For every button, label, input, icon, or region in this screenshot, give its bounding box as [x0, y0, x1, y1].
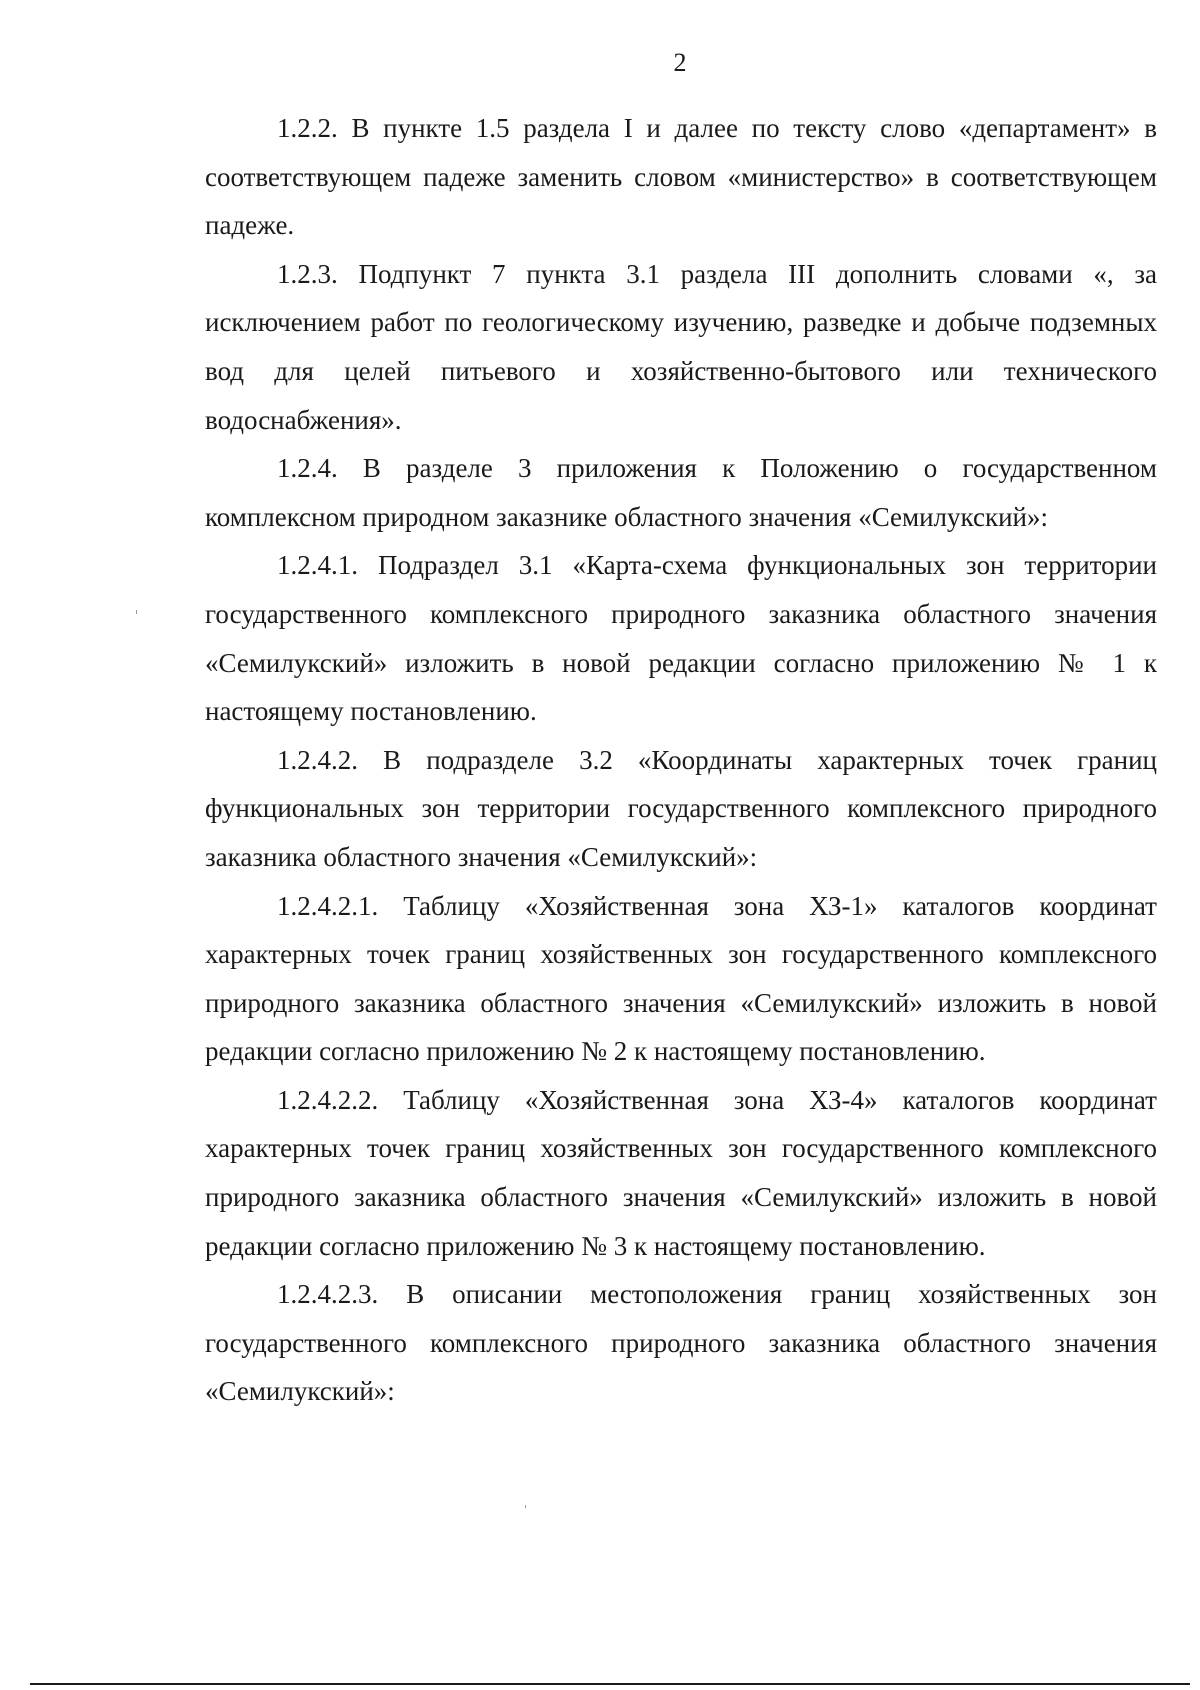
paragraph-1-2-3: 1.2.3. Подпункт 7 пункта 3.1 раздела III дополнить словами «, за исключением работ по геологическому изучению, разведке и добыче подземных вод для целей питьевого и хозяйственно-бытового или технического водоснабжения».	[205, 258, 1157, 435]
paragraph-1-2-4-2: 1.2.4.2. В подразделе 3.2 «Координаты характерных точек границ функциональных зон территории государственного комплексного природного заказника областного значения «Семилукский»:	[205, 744, 1157, 872]
paragraph-1-2-2: 1.2.2. В пункте 1.5 раздела I и далее по тексту слово «департамент» в соответствующем падеже заменить словом «министерство» в соответствующем падеже.	[205, 113, 1157, 241]
paragraph-1-2-4-2-2: 1.2.4.2.2. Таблицу «Хозяйственная зона ХЗ-4» каталогов координат характерных точек границ хозяйственных зон государственного комплексного природного заказника областного значения «Семилукский» изложить в новой редакции согласно приложению № 3 к настоящему постановлению.	[205, 1084, 1157, 1261]
scan-edge-line	[30, 1683, 1190, 1685]
paragraph-1-2-4-2-3: 1.2.4.2.3. В описании местоположения границ хозяйственных зон государственного комплексного природного заказника областного значения «Семилукский»:	[205, 1279, 1157, 1407]
scan-speck-left	[136, 610, 137, 614]
scan-speck-bottom	[525, 1505, 526, 1508]
document-body	[205, 104, 1157, 1416]
paragraph-1-2-4-1: 1.2.4.1. Подраздел 3.1 «Карта-схема функциональных зон территории государственного комплексного природного заказника областного значения «Семилукский» изложить в новой редакции согласно приложению № 1 к настоящему постановлению.	[205, 550, 1157, 727]
paragraph-1-2-4: 1.2.4. В разделе 3 приложения к Положению о государственном комплексном природном заказнике областного значения «Семилукский»:	[205, 453, 1157, 532]
page-number: 2	[673, 48, 687, 77]
paragraph-1-2-4-2-1: 1.2.4.2.1. Таблицу «Хозяйственная зона ХЗ-1» каталогов координат характерных точек границ хозяйственных зон государственного комплексного природного заказника областного значения «Семилукский» изложить в новой редакции согласно приложению № 2 к настоящему постановлению.	[205, 890, 1157, 1067]
